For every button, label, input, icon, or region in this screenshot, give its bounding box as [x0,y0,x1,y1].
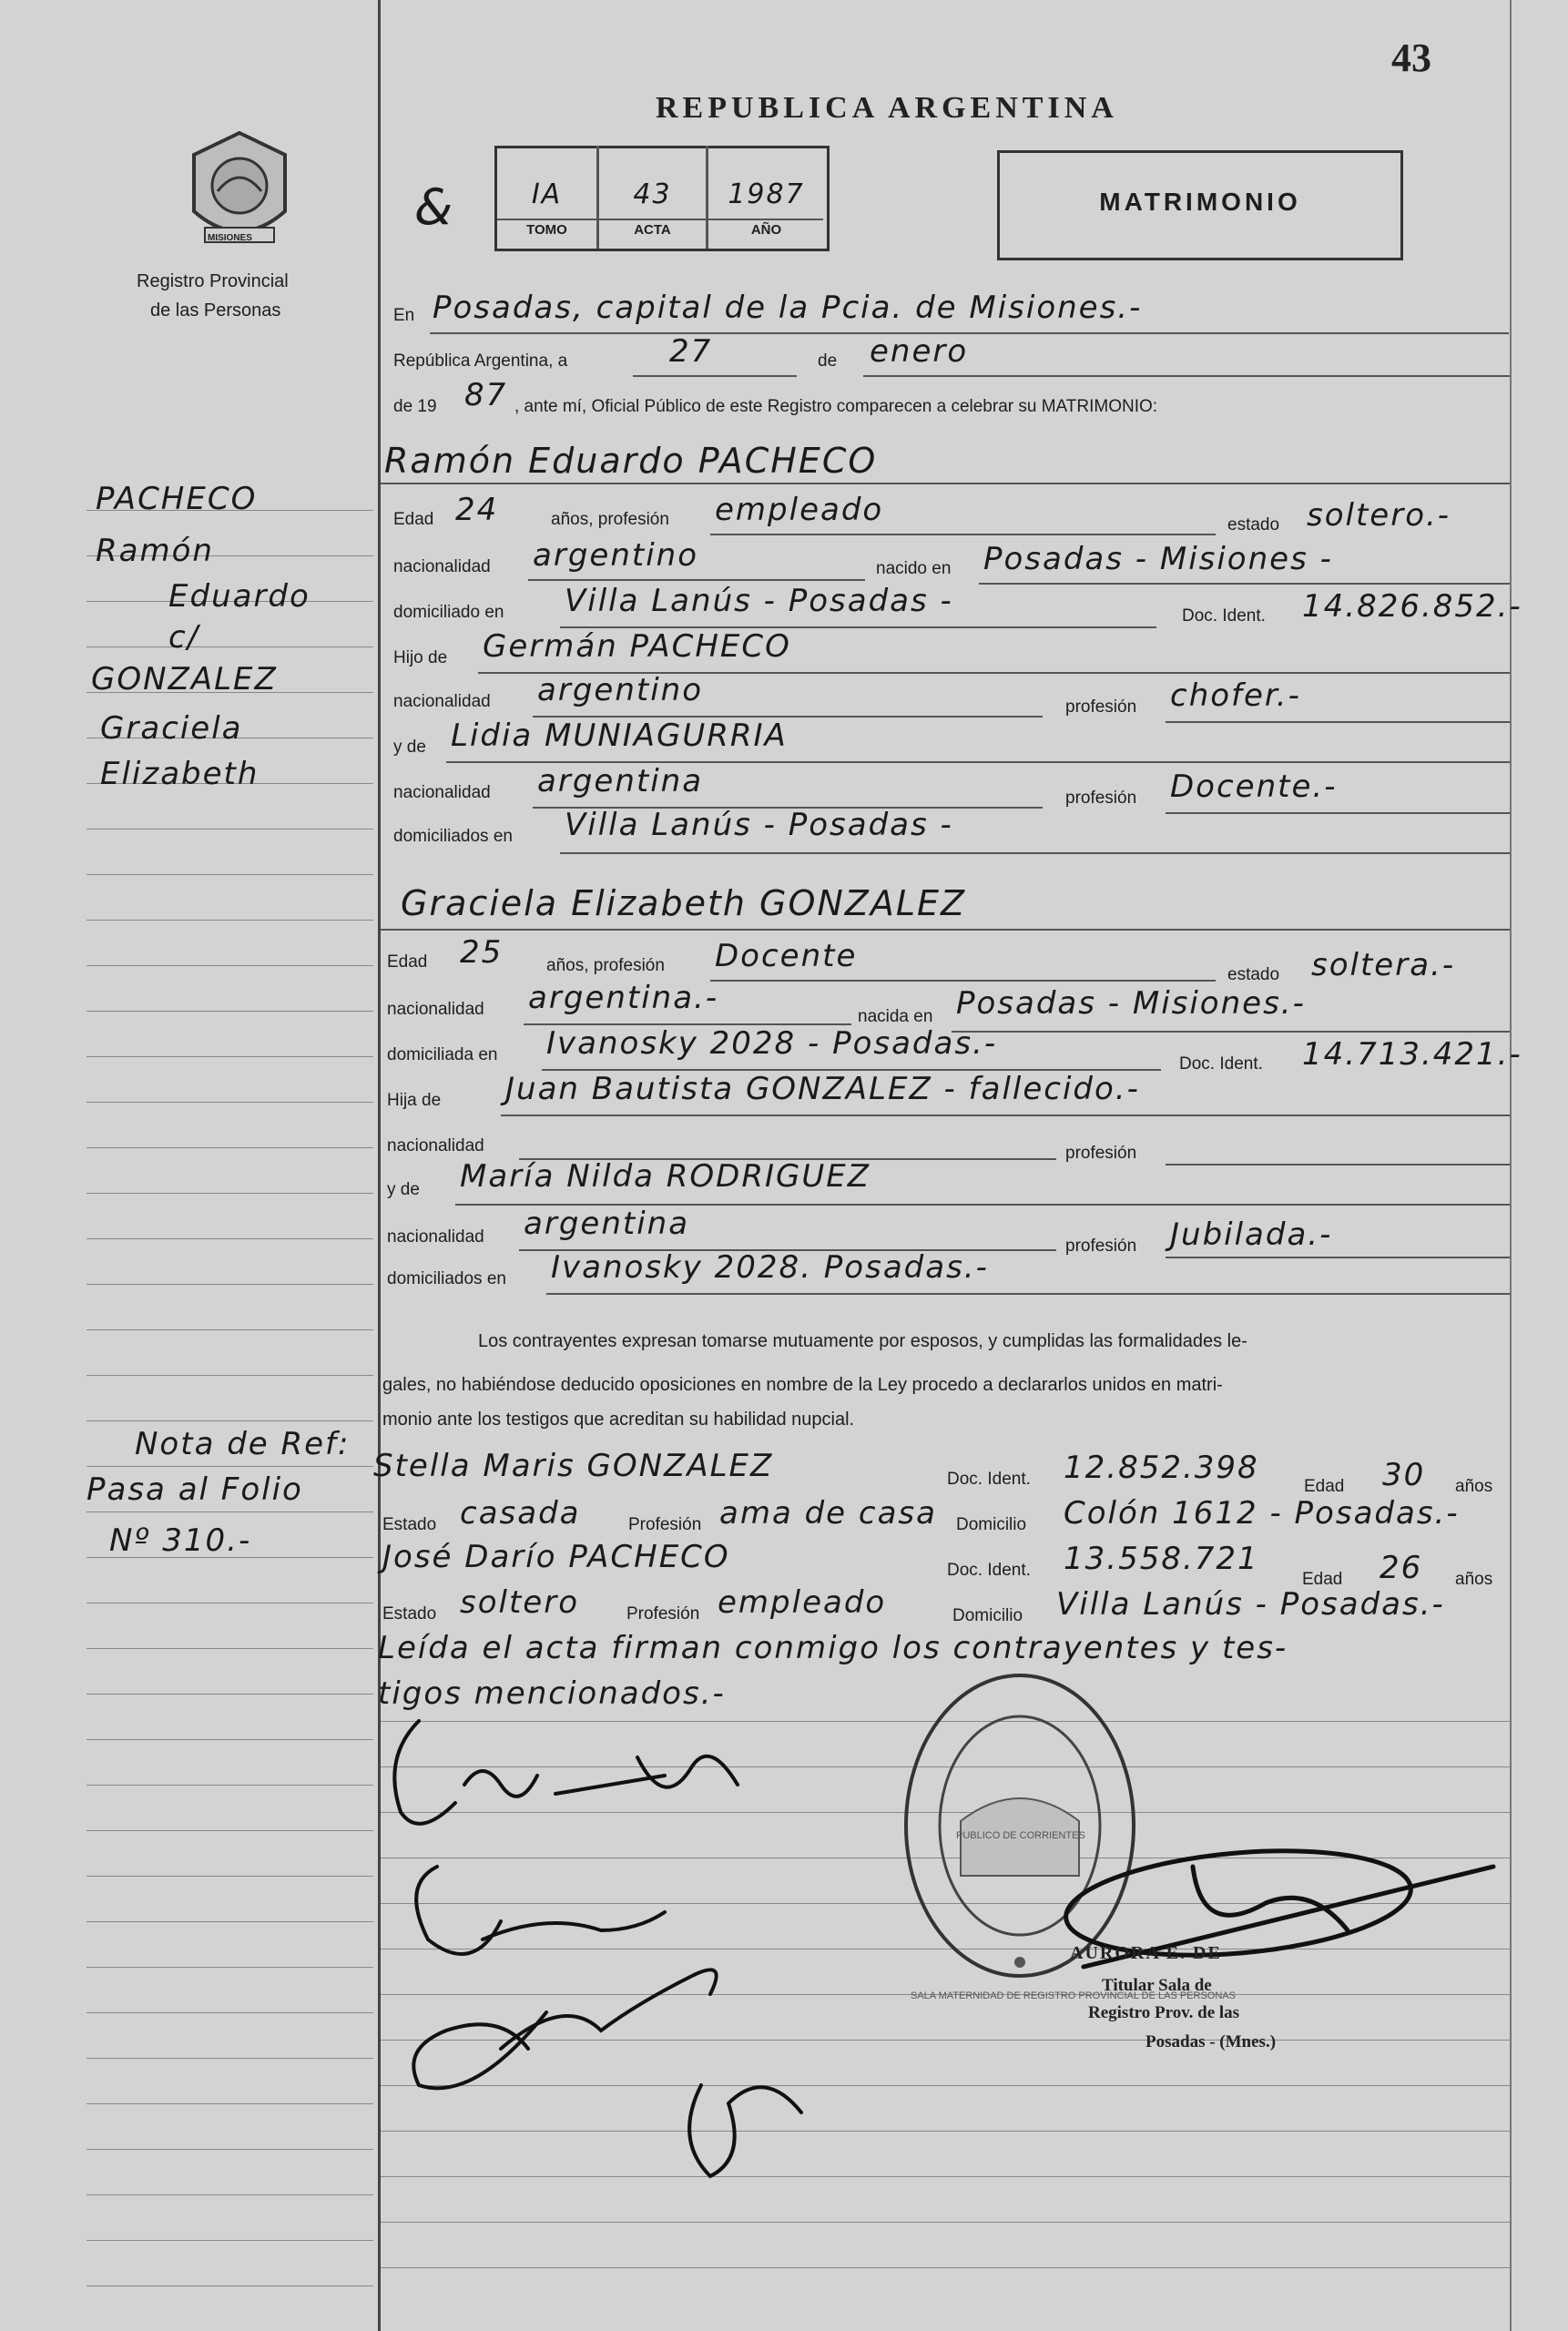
margin-ruled-line [87,2103,373,2104]
margin-ruled-line [87,829,373,830]
bride-label-nacida: nacida en [858,1007,933,1026]
margin-ruled-line [87,920,373,921]
bride-label-edad: Edad [387,952,428,972]
place-value: Posadas, capital de la Pcia. de Misiones.- [433,290,1143,326]
witness2-name: José Darío PACHECO [382,1539,730,1575]
bride-label-mother-prof: profesión [1065,1237,1137,1256]
margin-ruled-line [87,1329,373,1330]
witness1-status: casada [460,1495,581,1532]
groom-mother: Lidia MUNIAGURRIA [451,718,788,754]
registry-name-line1: Registro Provincial [137,271,289,291]
groom-label-profesion: años, profesión [551,510,669,529]
margin-ruled-line [87,1921,373,1922]
witness2-profession: empleado [718,1584,887,1621]
groom-label-edad: Edad [393,510,434,529]
groom-label-nacido: nacido en [876,559,952,578]
bride-father: Juan Bautista GONZALEZ - fallecido.- [505,1071,1140,1107]
witness1-profession: ama de casa [719,1495,937,1532]
declaration-line2: gales, no habiéndose deducido oposiciones en nombre de la Ley procedo a declararlos unidos en matri- [382,1375,1223,1395]
bride-mother-nationality: argentina [524,1206,690,1242]
groom-label-domiciliados: domiciliados en [393,827,513,846]
groom-nationality: argentino [533,537,698,574]
witness2-status: soltero [460,1584,579,1621]
margin-ruled-line [87,646,373,647]
page-number: 43 [1391,36,1431,80]
check-mark: & [414,178,455,236]
groom-birthplace: Posadas - Misiones - [983,541,1333,577]
bride-label-father-nac: nacionalidad [387,1136,484,1155]
witness2-label-domicilio: Domicilio [952,1606,1023,1625]
bride-name: Graciela Elizabeth GONZALEZ [401,883,967,923]
margin-ruled-line [87,1648,373,1649]
bride-label-nacionalidad: nacionalidad [387,1000,484,1019]
margin-ruled-line [87,1147,373,1148]
groom-name: Ramón Eduardo PACHECO [384,441,878,481]
officer-title: Titular Sala de [1102,1976,1212,1995]
margin-conj: c/ [168,619,200,656]
anio-label: AÑO [750,222,782,238]
witness1-label-edad: Edad [1304,1477,1345,1496]
witness1-domicile: Colón 1612 - Posadas.- [1064,1495,1460,1532]
groom-label-father-nac: nacionalidad [393,692,491,711]
groom-father-profession: chofer.- [1170,677,1301,714]
bride-parents-domicile: Ivanosky 2028. Posadas.- [551,1249,989,1286]
margin-ruled-line [87,1739,373,1740]
bride-label-mother-nac: nacionalidad [387,1227,484,1247]
officer-registry: Registro Prov. de las [1088,2003,1240,2022]
groom-label-nacionalidad: nacionalidad [393,557,491,576]
margin-ruled-line [87,1466,373,1467]
stamp-inner-text: PUBLICO DE CORRIENTES [956,1830,1085,1841]
bride-label-doc: Doc. Ident. [1179,1054,1263,1074]
witness1-name: Stella Maris GONZALEZ [373,1448,774,1484]
margin-ruled-line [87,1011,373,1012]
groom-label-estado: estado [1227,515,1280,534]
declaration-line1: Los contrayentes expresan tomarse mutuamente por esposos, y cumplidas las formalidades le- [478,1331,1247,1351]
margin-ruled-line [87,1694,373,1695]
label-republica: República Argentina, a [393,351,568,371]
stamp-ring-text: SALA MATERNIDAD DE REGISTRO PROVINCIAL DE LAS PERSONAS [911,1990,1236,2001]
act-type-title: MATRIMONIO [1099,188,1301,216]
bride-birthplace: Posadas - Misiones.- [956,985,1306,1022]
witness2-domicile: Villa Lanús - Posadas.- [1056,1586,1445,1623]
witness1-label-domicilio: Domicilio [956,1515,1027,1534]
witness2-doc: 13.558.721 [1064,1541,1259,1577]
witness2-label-doc: Doc. Ident. [947,1561,1031,1580]
day-value: 27 [669,333,713,370]
witness2-label-edad: Edad [1302,1570,1343,1589]
witness1-label-doc: Doc. Ident. [947,1470,1031,1489]
margin-ruled-line [87,2058,373,2059]
witness1-age: 30 [1382,1457,1426,1493]
country-heading: REPUBLICA ARGENTINA [656,91,1118,125]
month-value: enero [870,333,969,370]
signature-ruled-line [381,2267,1510,2268]
bride-label-father-prof: profesión [1065,1144,1137,1163]
bride-mother-profession: Jubilada.- [1170,1216,1333,1253]
margin-ruled-line [87,965,373,966]
groom-parents-domicile: Villa Lanús - Posadas - [565,807,953,843]
acta-label: ACTA [634,222,671,238]
tomo-value: IA [531,178,563,210]
bride-label-domiciliados: domiciliados en [387,1269,506,1288]
margin-ruled-line [87,2012,373,2013]
margin-bride-first: Graciela [100,710,243,747]
groom-doc: 14.826.852.- [1302,588,1522,625]
officer-name: AURORA E. DE [1070,1943,1222,1963]
bride-profession: Docente [715,938,858,974]
margin-ruled-line [87,1785,373,1786]
bride-doc: 14.713.421.- [1302,1036,1522,1073]
seal-text: MISIONES [208,233,252,243]
margin-bride-second: Elizabeth [100,756,260,792]
margin-ruled-line [87,2194,373,2195]
witness2-label-profesion: Profesión [626,1604,700,1624]
margin-ruled-line [87,2285,373,2286]
margin-groom-first: Ramón [96,533,214,569]
witness2-label-estado: Estado [382,1604,437,1624]
intro-statement: , ante mí, Oficial Público de este Registro comparecen a celebrar su MATRIMONIO: [514,397,1158,416]
tomo-label: TOMO [526,222,567,238]
witness2-label-anos: años [1455,1570,1493,1589]
witness2-age: 26 [1380,1550,1423,1586]
bride-label-estado: estado [1227,965,1280,984]
groom-label-mother-prof: profesión [1065,789,1137,808]
margin-groom-surname: PACHECO [96,481,258,517]
margin-nota-line2: Pasa al Folio [87,1471,303,1508]
bride-age: 25 [460,934,504,971]
bride-label-domiciliada: domiciliada en [387,1045,498,1064]
groom-status: soltero.- [1307,497,1451,534]
year-value: 87 [464,377,508,413]
bride-label-hija: Hija de [387,1091,442,1110]
anio-value: 1987 [728,178,805,210]
margin-ruled-line [87,1193,373,1194]
margin-ruled-line [87,2149,373,2150]
groom-label-doc: Doc. Ident. [1182,606,1266,626]
declaration-line3: monio ante los testigos que acreditan su habilidad nupcial. [382,1410,855,1430]
groom-label-domiciliado: domiciliado en [393,603,504,622]
label-year-prefix: de 19 [393,397,437,416]
label-en: En [393,306,415,325]
groom-label-y-de: y de [393,738,426,757]
margin-ruled-line [87,1102,373,1103]
margin-nota-line1: Nota de Ref: [135,1426,351,1462]
margin-ruled-line [87,1876,373,1877]
closing-line2: tigos mencionados.- [378,1675,726,1712]
margin-ruled-line [87,1375,373,1376]
margin-ruled-line [87,1238,373,1239]
bride-label-profesion: años, profesión [546,956,665,975]
bride-domicile: Ivanosky 2028 - Posadas.- [546,1025,998,1062]
groom-mother-profession: Docente.- [1170,769,1338,805]
acta-value: 43 [633,178,672,210]
margin-ruled-line [87,1967,373,1968]
margin-ruled-line [87,1056,373,1057]
margin-ruled-line [87,1284,373,1285]
margin-ruled-line [87,2240,373,2241]
margin-ruled-line [87,1420,373,1421]
groom-age: 24 [455,492,499,528]
officer-city: Posadas - (Mnes.) [1145,2032,1277,2051]
bride-label-y-de: y de [387,1180,420,1199]
signature-ruled-line [381,2222,1510,2223]
groom-domicile: Villa Lanús - Posadas - [565,583,953,619]
groom-label-hijo: Hijo de [393,648,448,667]
witness1-label-profesion: Profesión [628,1515,702,1534]
groom-profession: empleado [715,492,884,528]
registry-name-line2: de las Personas [150,300,281,321]
margin-groom-second: Eduardo [168,578,311,615]
groom-label-father-prof: profesión [1065,697,1137,717]
groom-label-mother-nac: nacionalidad [393,783,491,802]
bride-mother: María Nilda RODRIGUEZ [460,1158,871,1195]
label-de: de [818,351,838,371]
margin-ruled-line [87,874,373,875]
groom-father-nationality: argentino [537,672,703,708]
groom-father: Germán PACHECO [483,628,791,665]
witness1-label-anos: años [1455,1477,1493,1496]
witness1-doc: 12.852.398 [1064,1450,1259,1486]
witness1-label-estado: Estado [382,1515,437,1534]
margin-bride-surname: GONZALEZ [91,661,278,697]
groom-mother-nationality: argentina [537,763,704,799]
margin-nota-line3: Nº 310.- [109,1522,252,1559]
margin-ruled-line [87,1830,373,1831]
closing-line1: Leída el acta firman conmigo los contrayentes y tes- [378,1630,1288,1666]
bride-status: soltera.- [1311,947,1456,983]
bride-nationality: argentina.- [528,980,719,1016]
